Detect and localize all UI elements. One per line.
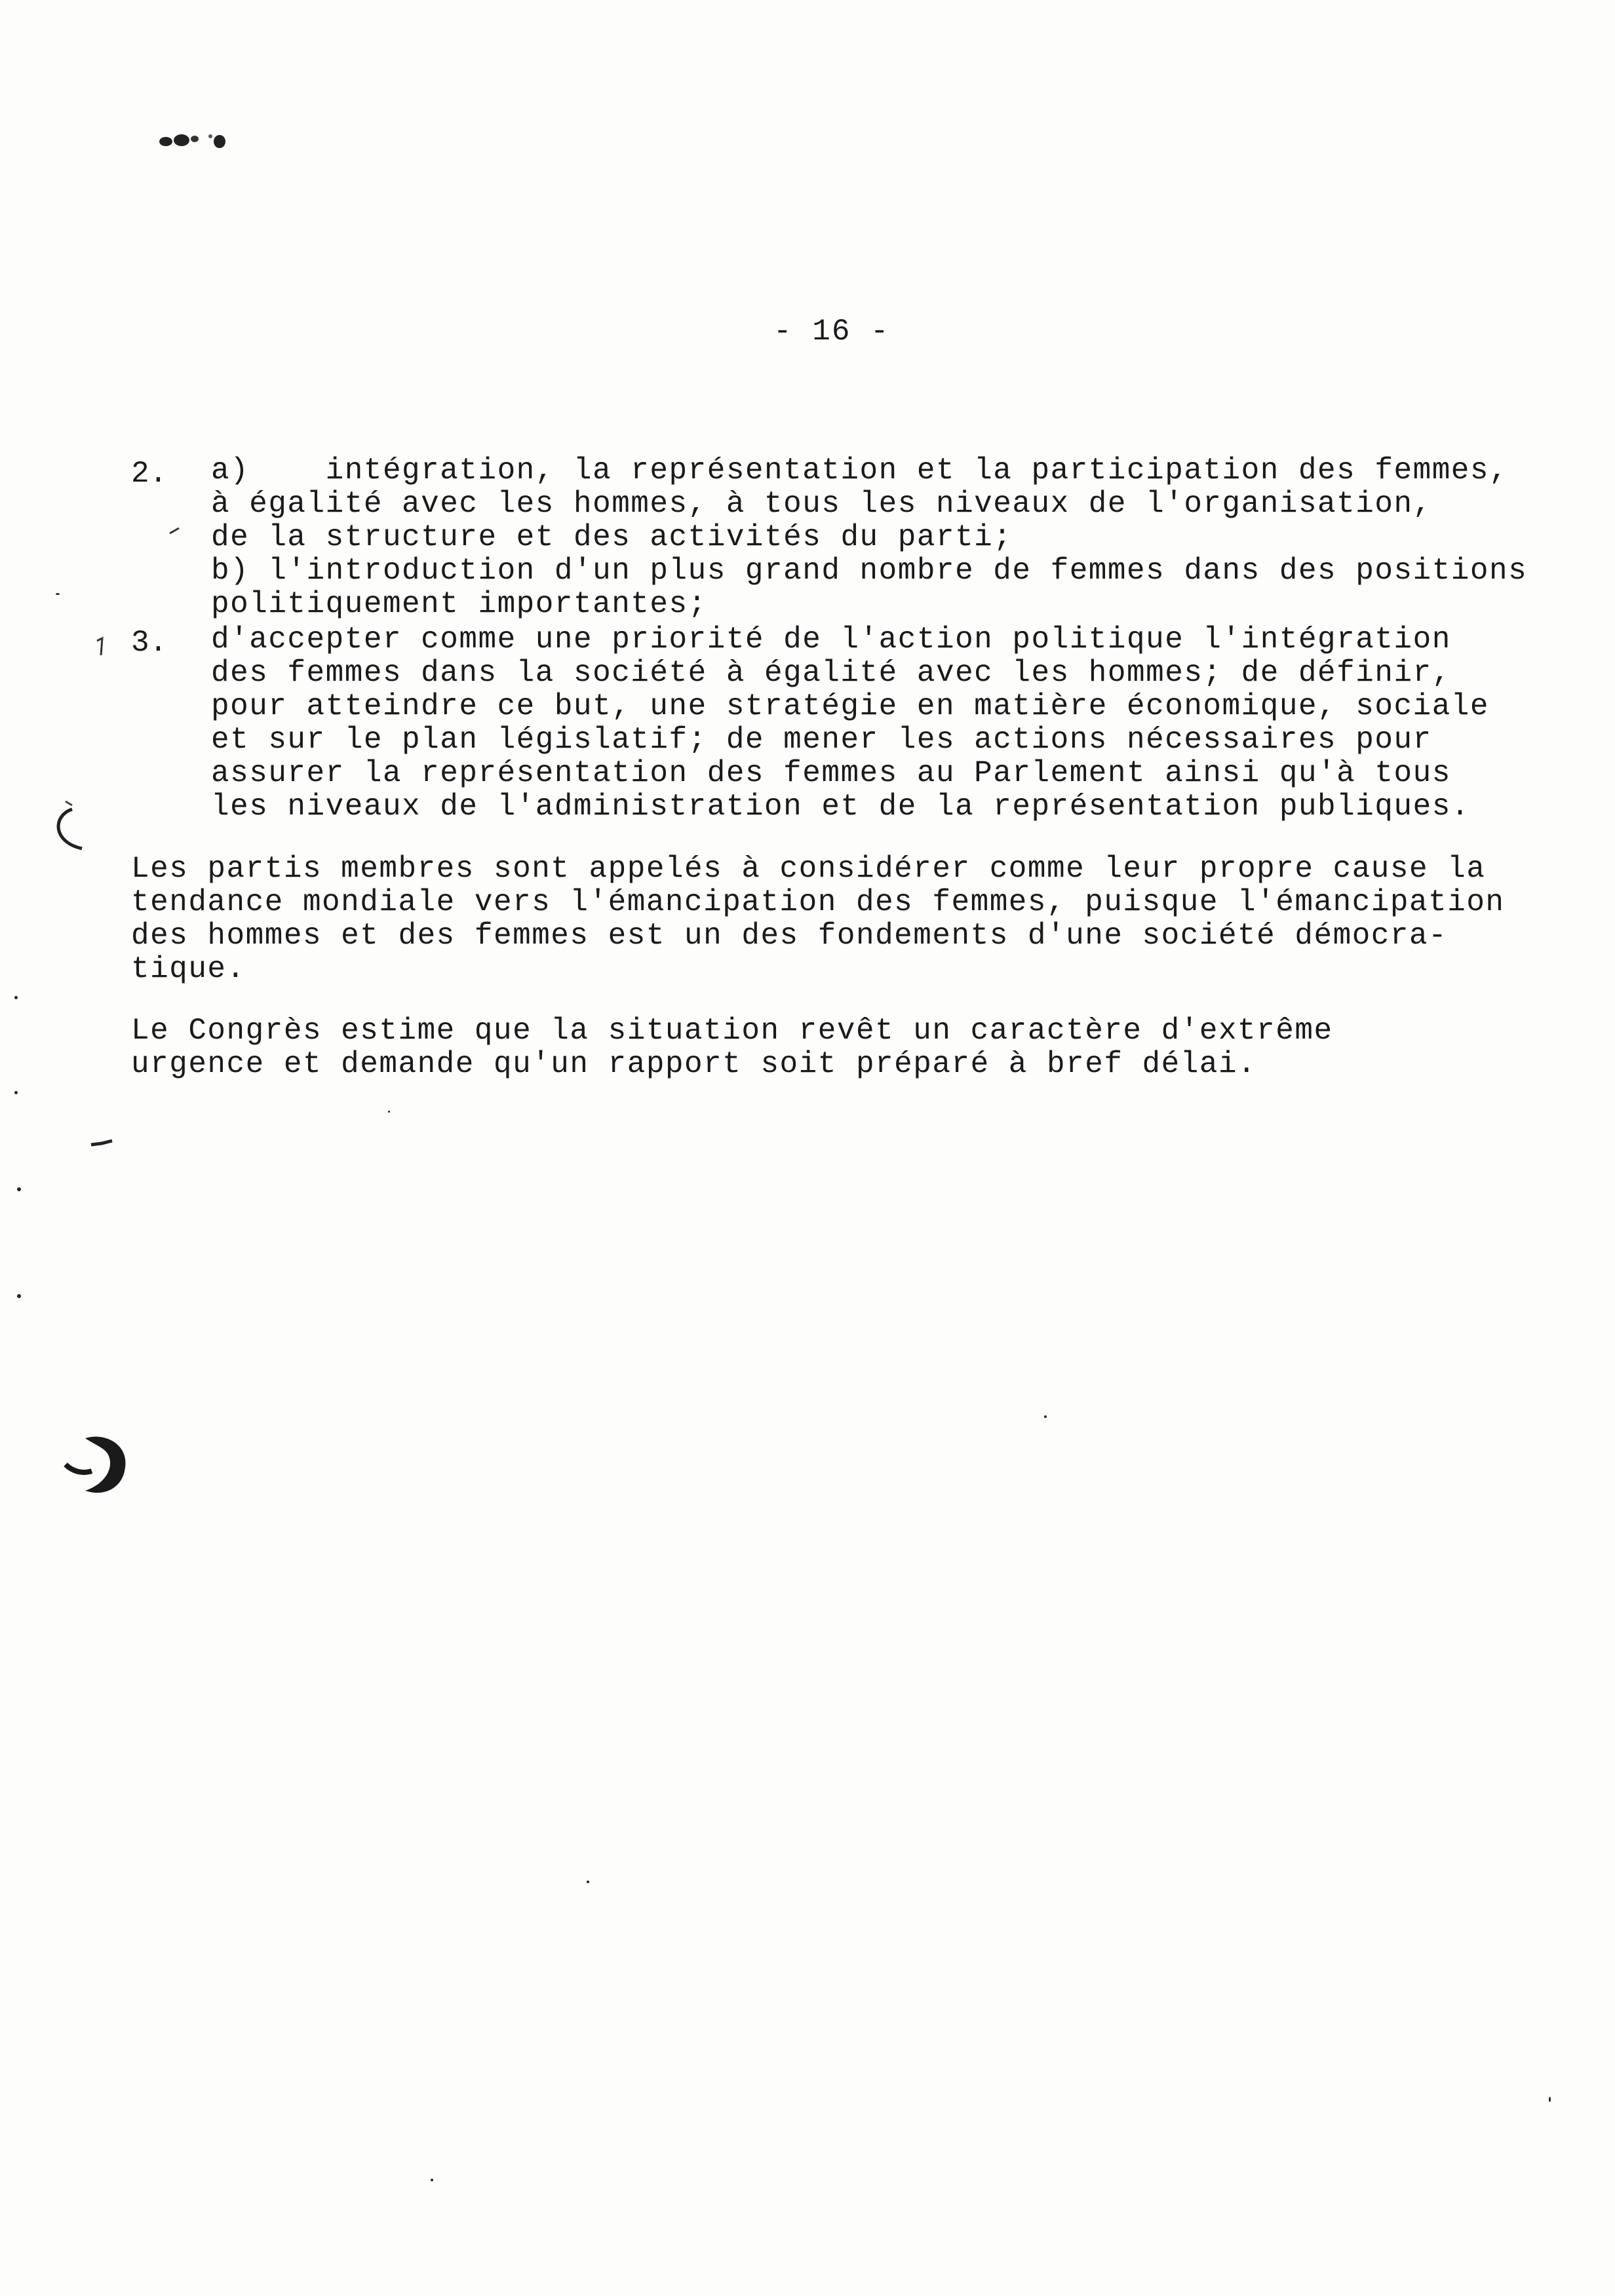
margin-bracket-mark bbox=[46, 796, 92, 855]
speck bbox=[56, 593, 60, 595]
speck bbox=[1044, 1415, 1047, 1418]
speck bbox=[17, 1187, 21, 1191]
item-2-line-1: a) intégration, la représentation et la participation des femmes, bbox=[211, 453, 1509, 488]
item-3-line-3: pour atteindre ce but, une stratégie en matière économique, sociale bbox=[211, 689, 1490, 723]
paragraph-1-line-3: des hommes et des femmes est un des fondements d'une société démocra- bbox=[131, 919, 1448, 953]
margin-check-mark bbox=[167, 524, 187, 537]
item-3-line-1: d'accepter comme une priorité de l'action politique l'intégration bbox=[211, 622, 1451, 657]
item-3-line-2: des femmes dans la société à égalité avec les hommes; de définir, bbox=[211, 656, 1451, 690]
speck bbox=[388, 1111, 390, 1113]
item-2-number: 2. bbox=[131, 457, 168, 491]
speck bbox=[431, 2179, 433, 2181]
punch-hole-mark bbox=[59, 1419, 144, 1504]
speck bbox=[14, 1091, 18, 1094]
item-2-line-3: de la structure et des activités du parti; bbox=[211, 520, 1013, 554]
paragraph-1-line-1: Les partis membres sont appelés à considérer comme leur propre cause la bbox=[131, 852, 1486, 886]
paragraph-2-line-1: Le Congrès estime que la situation revêt un caractère d'extrême bbox=[131, 1014, 1333, 1048]
paragraph-1-line-4: tique. bbox=[131, 952, 246, 986]
speck bbox=[1549, 2097, 1551, 2102]
page-number: - 16 - bbox=[773, 315, 890, 349]
paragraph-1-line-2: tendance mondiale vers l'émancipation des femmes, puisque l'émancipation bbox=[131, 885, 1505, 919]
margin-small-mark bbox=[88, 1137, 121, 1150]
item-2-line-2: à égalité avec les hommes, à tous les niveaux de l'organisation, bbox=[211, 487, 1432, 521]
scan-mark-top bbox=[154, 131, 246, 151]
paragraph-2-line-2: urgence et demande qu'un rapport soit préparé à bref délai. bbox=[131, 1047, 1257, 1081]
item-3-line-6: les niveaux de l'administration et de la représentation publiques. bbox=[211, 790, 1470, 824]
item-3-number: 3. bbox=[131, 626, 168, 660]
item-2-line-5: politiquement importantes; bbox=[211, 587, 707, 621]
speck bbox=[587, 1881, 589, 1883]
item-3-line-4: et sur le plan législatif; de mener les actions nécessaires pour bbox=[211, 723, 1432, 757]
speck bbox=[17, 1294, 21, 1298]
margin-tick-mark bbox=[92, 636, 111, 662]
speck bbox=[14, 996, 18, 999]
item-3-line-5: assurer la représentation des femmes au Parlement ainsi qu'à tous bbox=[211, 756, 1451, 790]
item-2-line-4: b) l'introduction d'un plus grand nombre de femmes dans des positions bbox=[211, 554, 1528, 588]
